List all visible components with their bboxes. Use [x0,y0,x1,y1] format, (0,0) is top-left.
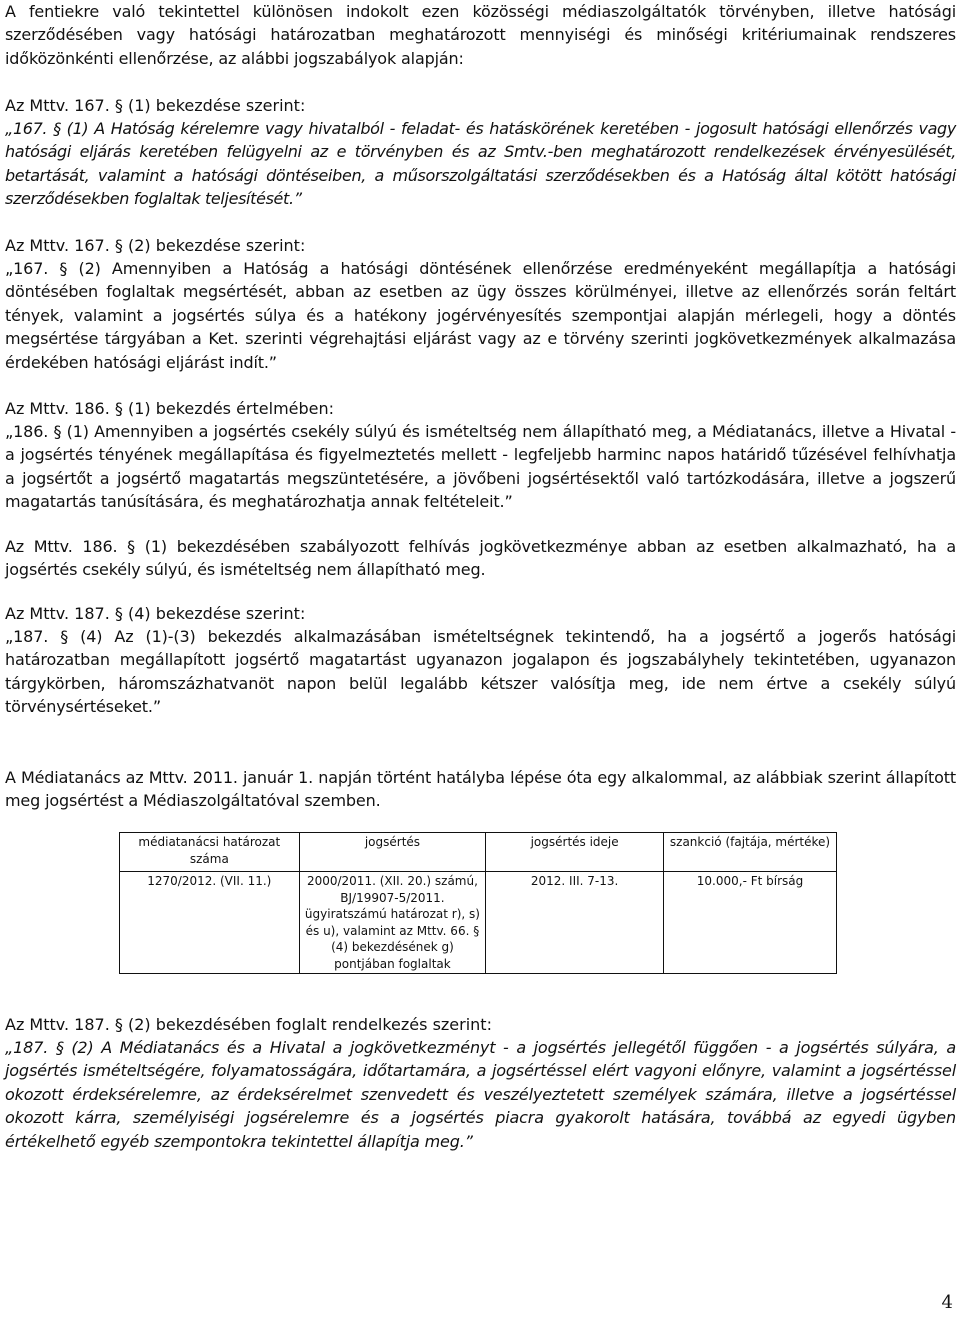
quote-167-1: „167. § (1) A Hatóság kérelemre vagy hivatalból - feladat- és hatáskörének keretében - jogosult hatósági ellenőrzés vagy hatósági eljárás keretében felügyelni az e törvényben és az Smtv.-ben meghatározott rendelkezések érvényesülését, betartását, valamint a hatósági döntéseiben, a műsorszolgáltatási szerződésekben és a Hatóság által kötött hatósági szerződésekben foglaltak teljesítését.” [5,119,956,209]
reference-187-2: Az Mttv. 187. § (2) bekezdésében foglalt rendelkezés szerint: [5,1015,492,1034]
page-number: 4 [941,1292,953,1313]
paragraph-186-consequence: Az Mttv. 186. § (1) bekezdésében szabályozott felhívás jogkövetkezménye abban az esetben alkalmazható, ha a jogsértés csekély súlyú, és ismételtség nem állapítható meg. [5,537,956,580]
column-header-decision: médiatanácsi határozat száma [120,833,300,872]
cell-sanction: 10.000,- Ft bírság [664,872,837,974]
reference-187-4: Az Mttv. 187. § (4) bekezdése szerint: [5,604,306,623]
intro-paragraph: A fentiekre való tekintettel különösen indokolt ezen közösségi médiaszolgáltatók törvényben, illetve hatósági szerződésében vagy hatósági határozatban meghatározott mennyiségi és minőségi kritériumainak rendszeres időközönkénti ellenőrzése, az alábbi jogszabályok alapján: [5,2,956,68]
reference-167-2: Az Mttv. 167. § (2) bekezdése szerint: [5,236,306,255]
column-header-violation: jogsértés [299,833,486,872]
reference-186-1: Az Mttv. 186. § (1) bekezdés értelmében: [5,399,335,418]
reference-167-1: Az Mttv. 167. § (1) bekezdése szerint: [5,96,306,115]
quote-187-2: „187. § (2) A Médiatanács és a Hivatal a jogkövetkezményt - a jogsértés jellegétől függően - a jogsértés súlyára, a jogsértés ismételtségére, folyamatosságára, időtartamára, a jogsértéssel elért vagyoni előnyre, valamint a jogsértéssel okozott érdeksérelemre, az érdeksérelmet szenvedett és veszélyeztetett személyek számára, illetve a jogsértéssel okozott kárra, személyiségi jogsérelemre és a jogsértés piacra gyakorolt hatására, továbbá az egyedi ügyben értékelhető egyéb szempontokra tekintettel állapítja meg.” [5,1038,956,1151]
quote-187-4: „187. § (4) Az (1)-(3) bekezdés alkalmazásában ismételtségnek tekintendő, ha a jogsértő a jogerős hatósági határozatban megállapított jogsértő magatartást ugyanazon jogalapon és jogszabályhely tekintetében, ugyanazon tárgykörben, háromszázhatvanöt napon belül legalább kétszer valósítja meg, ide nem értve a csekély súlyú törvénysértéseket.” [5,627,956,717]
mediatanacs-paragraph: A Médiatanács az Mttv. 2011. január 1. napján történt hatályba lépése óta egy alkalommal, az alábbiak szerint állapított meg jogsértést a Médiaszolgáltatóval szemben. [5,768,956,811]
column-header-violation-time: jogsértés ideje [486,833,664,872]
table-header-row [120,833,837,872]
cell-violation-time: 2012. III. 7-13. [486,872,664,974]
quote-167-2: „167. § (2) Amennyiben a Hatóság a hatósági döntésének ellenőrzése eredményeként megállapítja a hatósági döntésében foglaltak megsértését, abban az esetben az ügy összes körülményei, illetve az ellenőrzés során feltárt tények, valamint a jogsértés súlya és a hatékony jogérvényesítés szempontjai alapján mérlegeli, hogy a döntés megsértése tárgyában a Ket. szerinti végrehajtási eljárást vagy az e törvény szerinti jogkövetkezmények alkalmazása érdekében hatósági eljárást indít.” [5,259,956,372]
column-header-sanction: szankció (fajtája, mértéke) [664,833,837,872]
cell-violation: 2000/2011. (XII. 20.) számú, BJ/19907-5/2011. ügyiratszámú határozat r), s) és u), valamint az Mttv. 66. § (4) bekezdésének g) pontjában foglaltak [299,872,486,974]
quote-186-1: „186. § (1) Amennyiben a jogsértés csekély súlyú és ismételtség nem állapítható meg, a Médiatanács, illetve a Hivatal - a jogsértés tényének megállapítása és figyelmeztetés mellett - legfeljebb harminc napos határidő tűzésével felhívhatja a jogsértőt a jogsértő magatartás megszüntetésére, a jövőbeni jogsértésektől való tartózkodására, illetve a jogszerű magatartás tanúsítására, és meghatározhatja annak feltételeit.” [5,422,956,512]
cell-decision-number: 1270/2012. (VII. 11.) [120,872,300,974]
table-row [120,872,837,974]
decisions-table [119,832,837,974]
